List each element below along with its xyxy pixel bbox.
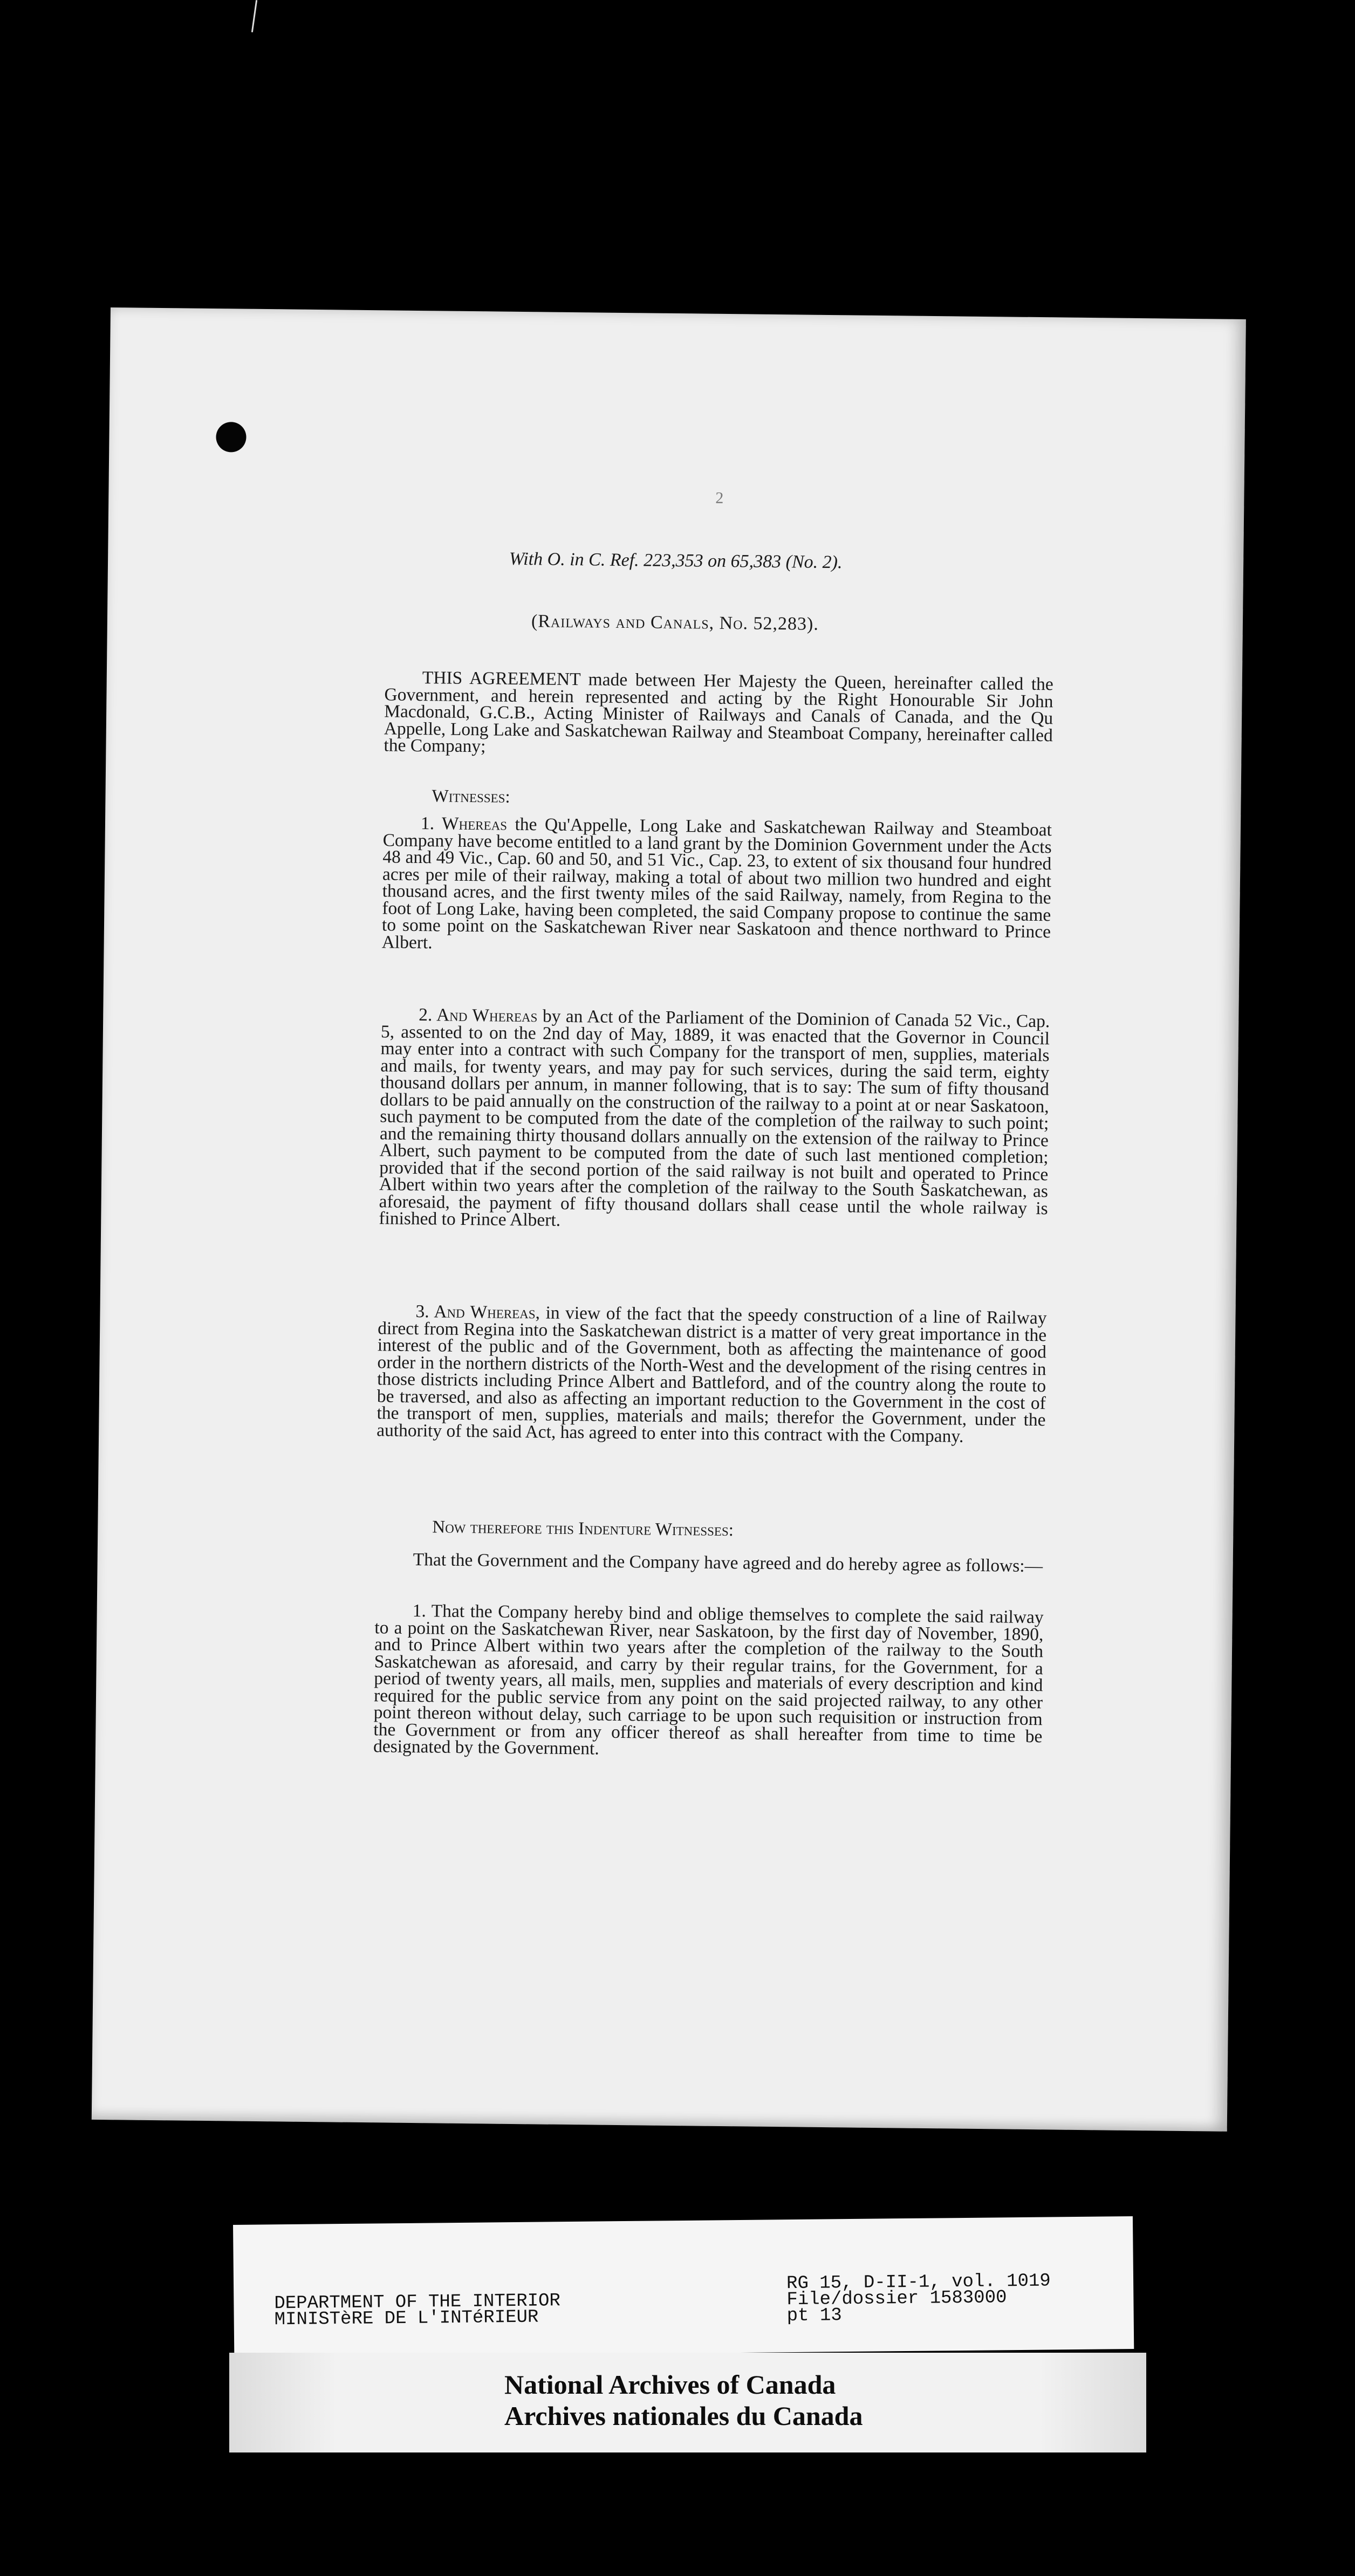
paragraph-lead: 2. And Whereas <box>419 1005 538 1026</box>
whereas-paragraph-3 <box>377 1303 1047 1445</box>
department-french: MINISTèRE DE L'INTéRIEUR <box>274 2307 539 2331</box>
department-english: DEPARTMENT OF THE INTERIOR <box>274 2291 561 2314</box>
whereas-paragraph-2 <box>379 1006 1050 1234</box>
punch-hole <box>216 422 247 453</box>
clause-1: 1. That the Company hereby bind and oblige themselves to complete the said railway to a point on the Saskatchewan River, near Saskatoon, by the first day of November, 1890, and to Prince Albert within two years after the completion of the railway to the South Saskatchewan as aforesaid, and carry by their regular trains, for the Government, for a period of twenty years, all mails, men, supplies and materials of every description and kind required for the public service from any point on the said projected railway, to any other point thereon without delay, such carriage to be upon such requisition or instruction from the Government or from any officer thereof as shall hereafter from time to time be designated by the Government. <box>373 1600 1044 1759</box>
file-number: File/dossier 1583000 <box>786 2287 1007 2311</box>
document-page <box>92 307 1246 2132</box>
railways-canals-number: (Railways and Canals, No. 52,283). <box>531 611 819 634</box>
agreement-intro-paragraph: THIS AGREEMENT made between Her Majesty the Queen, hereinafter called the Government, and herein represented and acting by the Right Honourable Sir John Macdonald, G.C.B., Acting Minister of Railways and Canals of Canada, and the Qu Appelle, Long Lake and Saskatchewan Railway and Steamboat Company, hereinafter called the Company; <box>384 668 1053 757</box>
agreement-statement: That the Government and the Company have agreed and do hereby agree as follows:— <box>413 1550 1043 1577</box>
now-therefore-heading: Now therefore this Indenture Witnesses: <box>432 1517 734 1540</box>
paragraph-lead: 1. Whereas <box>420 813 508 834</box>
film-scratch <box>251 0 257 32</box>
archive-reference-label <box>233 2216 1134 2358</box>
archives-name-french: Archives nationales du Canada <box>504 2401 863 2431</box>
record-group: RG 15, D-II-1, vol. 1019 <box>786 2271 1051 2294</box>
paragraph-text: in view of the fact that the speedy construction of a line of Railway direct from Regina into the Saskatchewan district is a matter of very great importance in the interest of the public and of the Government, both as affecting the maintenance of good order in the northern districts of the North-West and the development of the rising centres in those districts including Prince Albert and Battleford, and of the country along the route to be traversed, and also as affecting an important reduction to the Government in the cost of the transport of men, supplies, materials and mails; therefor the Government, under the authority of the said Act, has agreed to enter into this contract with the Company. <box>377 1303 1047 1447</box>
paragraph-lead: 3. And Whereas, <box>415 1301 540 1323</box>
paragraph-text: the Qu'Appelle, Long Lake and Saskatchewan Railway and Steamboat Company have become entitled to a land grant by the Dominion Government under the Acts 48 and 49 Vic., Cap. 60 and 50, and 51 Vic., Cap. 23, to extent of six thousand four hundred acres per mile of their railway, making a total of about two million two hundred and eight thousand acres, and the first twenty miles of the said Railway, namely, from Regina to the foot of Long Lake, having been completed, the said Company propose to continue the same to some point on the Saskatchewan River near Saskatoon and thence northward to Prince Albert. <box>381 814 1052 953</box>
national-archives-stamp <box>229 2353 1146 2452</box>
archives-name-english: National Archives of Canada <box>504 2369 836 2400</box>
part-number: pt 13 <box>786 2305 842 2327</box>
witnesses-heading: Witnesses: <box>432 786 510 807</box>
whereas-paragraph-1 <box>382 814 1052 957</box>
order-in-council-reference: With O. in C. Ref. 223,353 on 65,383 (No. 2). <box>509 549 843 573</box>
paragraph-text: by an Act of the Parliament of the Dominion of Canada 52 Vic., Cap. 5, assented to on the 2nd day of May, 1889, it was enacted that the Governor in Council may enter into a contract with such Company for the transport of men, supplies, materials and mails, for twenty years, and may pay for such services, during the said term, eighty thousand dollars per annum, in manner following, that is to say: The sum of fifty thousand dollars to be paid annually on the construction of the railway to a point at or near Saskatoon, such payment to be computed from the date of the completion of the railway to such point; and the remaining thirty thousand dollars annually on the extension of the railway to Prince Albert, such payment to be computed from the date of such last mentioned completion; provided that if the second portion of the said railway is not built and operated to Prince Albert within two years after the completion of the railway to the South Saskatchewan, as aforesaid, the payment of fifty thousand dollars shall cease until the whole railway is finished to Prince Albert. <box>379 1006 1050 1230</box>
page-number: 2 <box>715 489 724 507</box>
